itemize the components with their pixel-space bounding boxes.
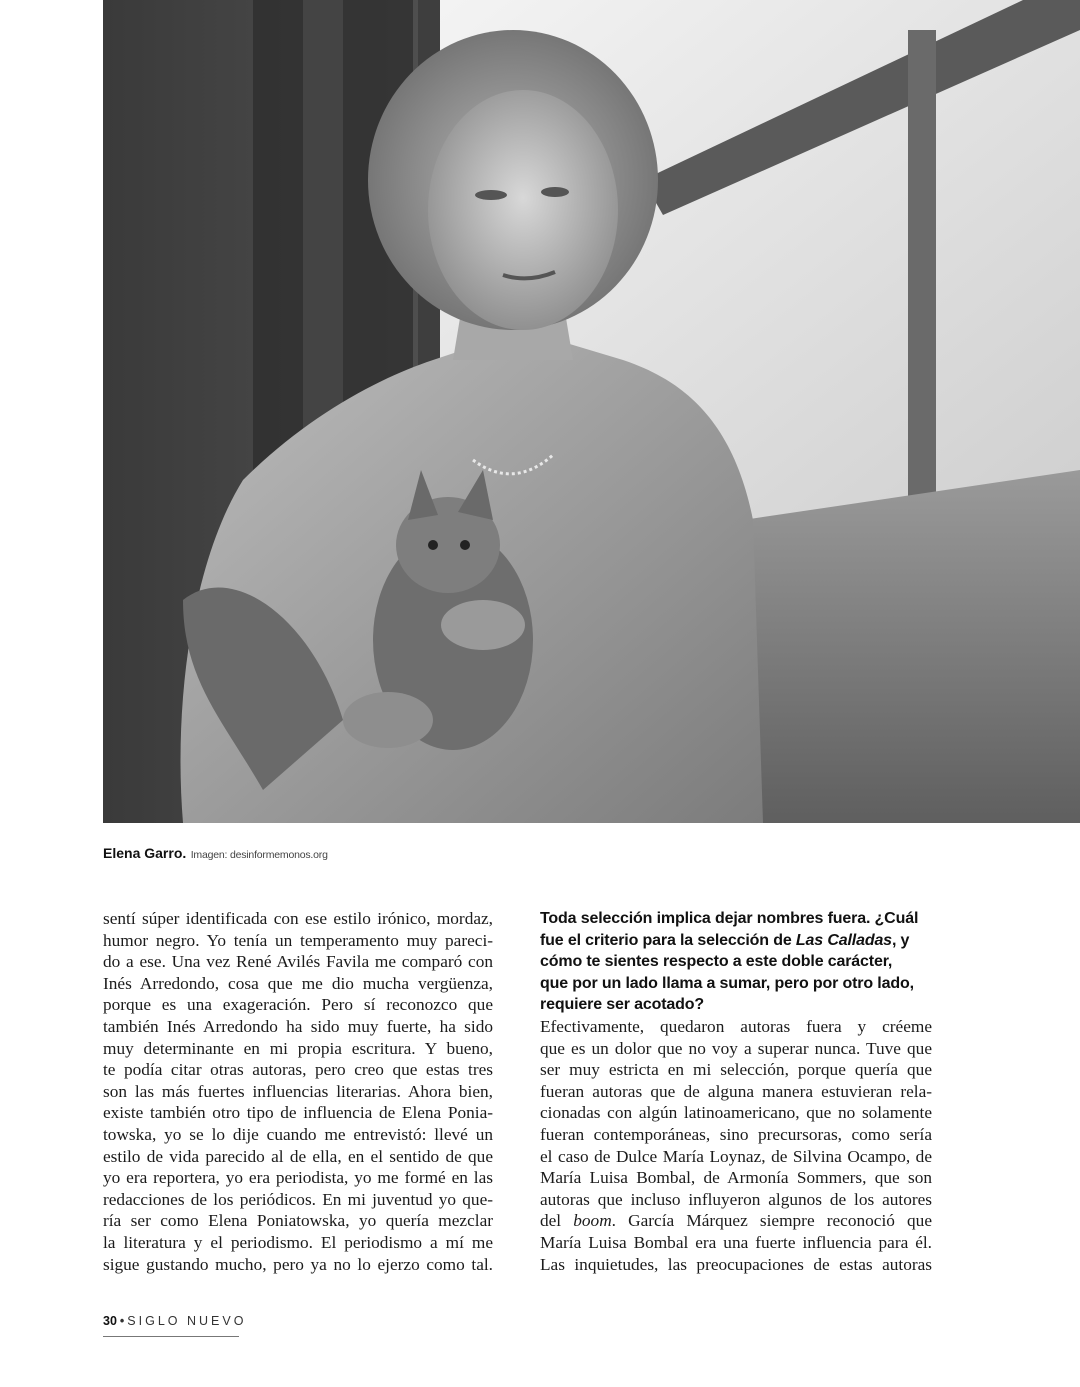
- answer-line: Efectivamente, quedaron autoras fuera y créeme: [540, 1016, 932, 1036]
- body-line: redacciones de los periódicos. En mi juventud yo que-: [103, 1189, 493, 1209]
- body-line: son las más fuertes influencias literarias. Ahora bien,: [103, 1081, 493, 1101]
- body-line: do a ese. Una vez René Avilés Favila me comparó con: [103, 952, 493, 972]
- answer-line: cionadas con algún latinoamericano, que no solamente: [540, 1103, 932, 1123]
- caption-name: Elena Garro.: [103, 845, 187, 861]
- body-line: yo era reportera, yo era periodista, yo me formé en las: [103, 1168, 493, 1188]
- answer-line: María Luisa Bombal era una fuerte influencia para él.: [540, 1232, 932, 1252]
- body-line: te podía citar otras autoras, pero creo que estas tres: [103, 1060, 493, 1080]
- question-line: cómo te sientes respecto a este doble carácter,: [540, 953, 893, 971]
- answer-line: fueran autoras que de alguna manera estuvieran rela-: [540, 1081, 932, 1101]
- question-line: Toda selección implica dejar nombres fuera. ¿Cuál: [540, 910, 919, 927]
- folio-rule: [103, 1336, 239, 1337]
- book-title: Las Calladas: [795, 931, 892, 949]
- photo-elena-garro: [103, 0, 1080, 823]
- body-line: también Inés Arredondo ha sido muy fuerte, ha sido: [103, 1016, 493, 1036]
- answer-line: [540, 1210, 932, 1232]
- body-line: sigue gustando mucho, pero ya no lo ejerzo como tal.: [103, 1254, 493, 1274]
- body-line: la literatura y el periodismo. El periodismo a mí me: [103, 1232, 493, 1252]
- folio-separator: •: [119, 1314, 125, 1328]
- right-text-column: [540, 908, 932, 1275]
- interview-answer: [540, 1016, 932, 1275]
- italic-term: boom: [573, 1211, 612, 1231]
- question-line: requiere ser acotado?: [540, 996, 705, 1014]
- answer-line: el caso de Dulce María Loynaz, de Silvina Ocampo, de: [540, 1146, 932, 1166]
- body-line: estilo de vida parecido al de ella, en el sentido de que: [103, 1146, 493, 1166]
- body-line: humor negro. Yo tenía un temperamento muy pareci-: [103, 930, 493, 950]
- body-line: porque es una exageración. Pero sí reconozco que: [103, 995, 493, 1015]
- question-text: fue el criterio para la selección de: [540, 931, 796, 949]
- left-text-column: [103, 908, 493, 1275]
- body-line: towska, yo se lo dije cuando me entrevistó: llevé un: [103, 1124, 493, 1144]
- question-line: [540, 930, 932, 952]
- page-number: 30: [103, 1314, 117, 1328]
- answer-line: autoras que incluso influyeron algunos de los autores: [540, 1189, 932, 1209]
- answer-line: fueran contemporáneas, sino precursoras, como sería: [540, 1124, 932, 1144]
- body-line: ría ser como Elena Poniatowska, yo quería mezclar: [103, 1211, 493, 1231]
- body-line: muy determinante en mi propia escritura. Y bueno,: [103, 1038, 493, 1058]
- answer-line: que es un dolor que no voy a superar nunca. Tuve que: [540, 1038, 932, 1058]
- page-folio: [103, 1314, 246, 1328]
- body-line: existe también otro tipo de influencia de Elena Ponia-: [103, 1103, 493, 1123]
- body-line: sentí súper identificada con ese estilo irónico, mordaz,: [103, 909, 493, 928]
- question-text: , y: [891, 931, 910, 949]
- answer-line: ser muy estricta en mi selección, porque quería que: [540, 1060, 932, 1080]
- publication-name: SIGLO NUEVO: [127, 1314, 247, 1328]
- answer-line: María Luisa Bombal, de Armonía Sommers, que son: [540, 1168, 932, 1188]
- answer-line: Las inquietudes, las preocupaciones de estas autoras: [540, 1254, 932, 1274]
- body-line: Inés Arredondo, cosa que me dio mucha vergüenza,: [103, 973, 493, 993]
- answer-text: del: [540, 1211, 574, 1231]
- question-line: que por un lado llama a sumar, pero por otro lado,: [540, 974, 914, 992]
- answer-text: . García Márquez siempre reconoció que: [611, 1211, 932, 1231]
- caption-credit: Imagen: desinformemonos.org: [190, 849, 328, 861]
- interview-question: [540, 908, 932, 1016]
- photo-caption: [103, 845, 328, 863]
